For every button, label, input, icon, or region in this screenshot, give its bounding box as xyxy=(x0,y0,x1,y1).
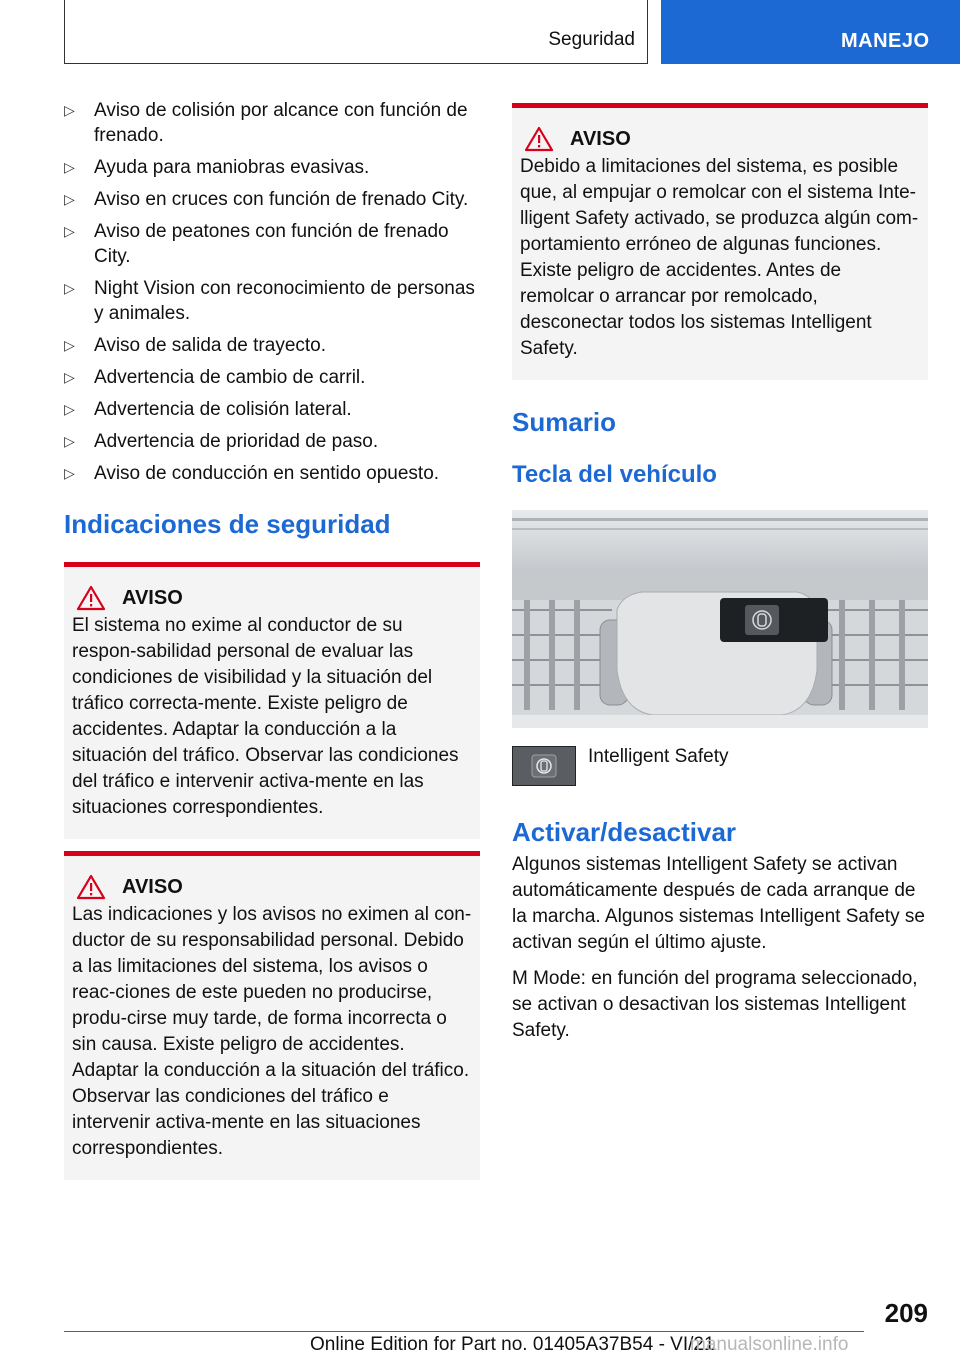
list-item: ▷ Advertencia de cambio de carril. xyxy=(64,367,366,388)
triangle-bullet-icon: ▷ xyxy=(64,191,75,207)
notice-text: Las indicaciones y los avisos no eximen al con-ductor de su responsabilidad personal. Debido a las limitaciones del sistema, los avisos o reac-ciones de este pueden no producirse, produ-cirse muy tarde, de forma incorrecta o sin causa. Existe peligro de accidentes. Adaptar la conducción a la situación del tráfico. Observar las condiciones del tráfico e intervenir activa-mente en las situaciones correspondientes. xyxy=(72,904,472,1159)
warning-triangle-icon xyxy=(76,874,106,900)
chapter-tab-label: MANEJO xyxy=(841,30,930,52)
safety-heading: Indicaciones de seguridad xyxy=(64,509,391,539)
activar-paragraph-1: Algunos sistemas Intelligent Safety se activan automáticamente después de cada arranque de la marcha. Algunos sistemas Intelligent Safety se activan según el último ajuste. xyxy=(512,854,925,953)
list-item: ▷ Aviso de salida de trayecto. xyxy=(64,335,327,356)
footer-edition: Online Edition for Part no. 01405A37B54 - VI/21 xyxy=(310,1334,715,1355)
footer-divider xyxy=(64,1331,864,1332)
page-number: 209 xyxy=(884,1298,928,1328)
list-item: ▷ Ayuda para maniobras evasivas. xyxy=(64,157,370,178)
notice-title: AVISO xyxy=(122,586,183,609)
triangle-bullet-icon: ▷ xyxy=(64,465,75,481)
chapter-tab[interactable] xyxy=(661,0,960,64)
warning-triangle-icon xyxy=(76,585,106,611)
triangle-bullet-icon: ▷ xyxy=(64,102,75,118)
warning-notice-3 xyxy=(512,103,928,380)
notice-text: El sistema no exime al conductor de su respon-sabilidad personal de evaluar las condiciones de visibilidad y la situación del tráfico correcta-mente. Existe peligro de accidentes. Adaptar la conducción a la situación del tráfico. Observar las condiciones del tráfico e intervenir activa-mente en las situaciones correspondientes. xyxy=(72,615,459,818)
warning-notice-1 xyxy=(64,562,480,839)
right-column xyxy=(512,103,928,1044)
triangle-bullet-icon: ▷ xyxy=(64,223,75,239)
warning-triangle-icon xyxy=(524,126,554,152)
footer-watermark: manualsonline.info xyxy=(690,1334,849,1355)
notice-title: AVISO xyxy=(122,875,183,898)
key-label: Intelligent Safety xyxy=(588,746,729,767)
section-title: Seguridad xyxy=(548,29,635,50)
key-legend xyxy=(512,746,928,786)
triangle-bullet-icon: ▷ xyxy=(64,337,75,353)
list-item: ▷ Aviso de colisión por alcance con función de frenado. xyxy=(64,100,468,146)
warning-notice-2 xyxy=(64,851,480,1180)
list-item: ▷ Night Vision con reconocimiento de personas y animales. xyxy=(64,278,475,324)
triangle-bullet-icon: ▷ xyxy=(64,433,75,449)
vehicle-key-figure xyxy=(512,510,928,728)
notice-title: AVISO xyxy=(570,127,631,150)
intelligent-safety-button-icon[interactable] xyxy=(512,746,576,786)
list-item: ▷ Advertencia de colisión lateral. xyxy=(64,399,352,420)
left-column xyxy=(64,98,480,1180)
activar-paragraph-2: M Mode: en función del programa seleccionado, se activan o desactivan los sistemas Intelligent Safety. xyxy=(512,968,918,1041)
list-item: ▷ Aviso de peatones con función de frenado City. xyxy=(64,221,449,267)
list-item: ▷ Aviso en cruces con función de frenado City. xyxy=(64,189,469,210)
triangle-bullet-icon: ▷ xyxy=(64,401,75,417)
activar-heading: Activar/desactivar xyxy=(512,817,737,847)
list-item: ▷ Aviso de conducción en sentido opuesto. xyxy=(64,463,440,484)
triangle-bullet-icon: ▷ xyxy=(64,280,75,296)
triangle-bullet-icon: ▷ xyxy=(64,159,75,175)
dashboard-illustration xyxy=(512,510,928,728)
tecla-heading: Tecla del vehículo xyxy=(512,461,717,488)
feature-list xyxy=(64,98,480,486)
notice-text: Debido a limitaciones del sistema, es posible que, al empujar o remolcar con el sistema Inte-lligent Safety activado, se produzca algún com-portamiento erróneo de algunas funciones. Existe peligro de accidentes. Antes de remolcar o arrancar por remolcado, desconectar todos los sistemas Intelligent Safety. xyxy=(520,156,919,359)
list-item: ▷ Advertencia de prioridad de paso. xyxy=(64,431,379,452)
sumario-heading: Sumario xyxy=(512,407,617,437)
header-frame xyxy=(64,0,648,64)
triangle-bullet-icon: ▷ xyxy=(64,369,75,385)
